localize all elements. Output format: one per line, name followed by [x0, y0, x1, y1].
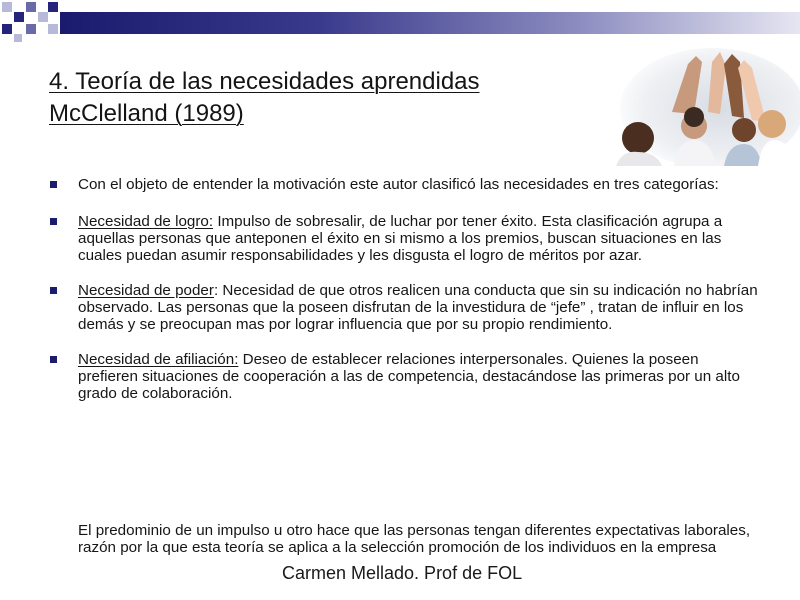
bullet-label: Necesidad de afiliación: — [78, 351, 239, 368]
decor-square — [26, 2, 36, 12]
slide-title — [49, 66, 629, 130]
bullet-list — [48, 176, 758, 402]
bullet-item-afiliacion — [48, 351, 758, 402]
header-gradient-bar — [60, 12, 800, 34]
square-bullet-icon — [50, 181, 57, 188]
slide-title-line1: 4. Teoría de las necesidades aprendidas — [49, 68, 480, 95]
closing-paragraph: El predominio de un impulso u otro hace que las personas tengan diferentes expectativas laborales, razón por la que esta teoría se aplica a la selección promoción de los individuos en la empresa — [78, 522, 751, 556]
square-bullet-icon — [50, 356, 57, 363]
bullet-text: Deseo de establecer relaciones interpersonales. Quienes la poseen prefieren situaciones de cooperación a las de competencia, destacándose las primeras por un alto grado de colaboración. — [78, 351, 740, 402]
bullet-item-logro — [48, 213, 758, 264]
decor-square — [14, 12, 24, 22]
bullet-item-intro — [48, 176, 758, 193]
square-bullet-icon — [50, 287, 57, 294]
bullet-text: Con el objeto de entender la motivación este autor clasificó las necesidades en tres categorías: — [78, 176, 719, 193]
header-decoration — [0, 0, 800, 42]
square-bullet-icon — [50, 218, 57, 225]
decor-square — [2, 24, 12, 34]
decor-square — [2, 2, 12, 12]
bullet-label: Necesidad de logro: — [78, 213, 214, 230]
people-high-five-photo — [612, 42, 800, 166]
slide-title-line2: McClelland (1989) — [49, 100, 244, 127]
decor-square — [14, 34, 22, 42]
decor-square — [48, 24, 58, 34]
decor-square — [38, 12, 48, 22]
decor-square — [26, 24, 36, 34]
bullet-text: : Necesidad de que otros realicen una conducta que sin su indicación no habrían observado. Las personas que la poseen disfrutan de la investidura de “jefe” , tratan de influir en los demás y se preocupan mas por lograr influencia que por su propio rendimiento. — [78, 282, 758, 333]
bullet-label: Necesidad de poder — [78, 282, 214, 299]
bullet-item-poder — [48, 282, 758, 333]
slide-footer: Carmen Mellado. Prof de FOL — [282, 563, 523, 583]
decor-square — [48, 2, 58, 12]
bullet-text: Impulso de sobresalir, de luchar por tener éxito. Esta clasificación agrupa a aquellas personas que anteponen el éxito en si mismo a los premios, buscan situaciones en las cuales puedan asumir responsabilidades y les disgusta el logro de méritos por azar. — [78, 213, 723, 264]
